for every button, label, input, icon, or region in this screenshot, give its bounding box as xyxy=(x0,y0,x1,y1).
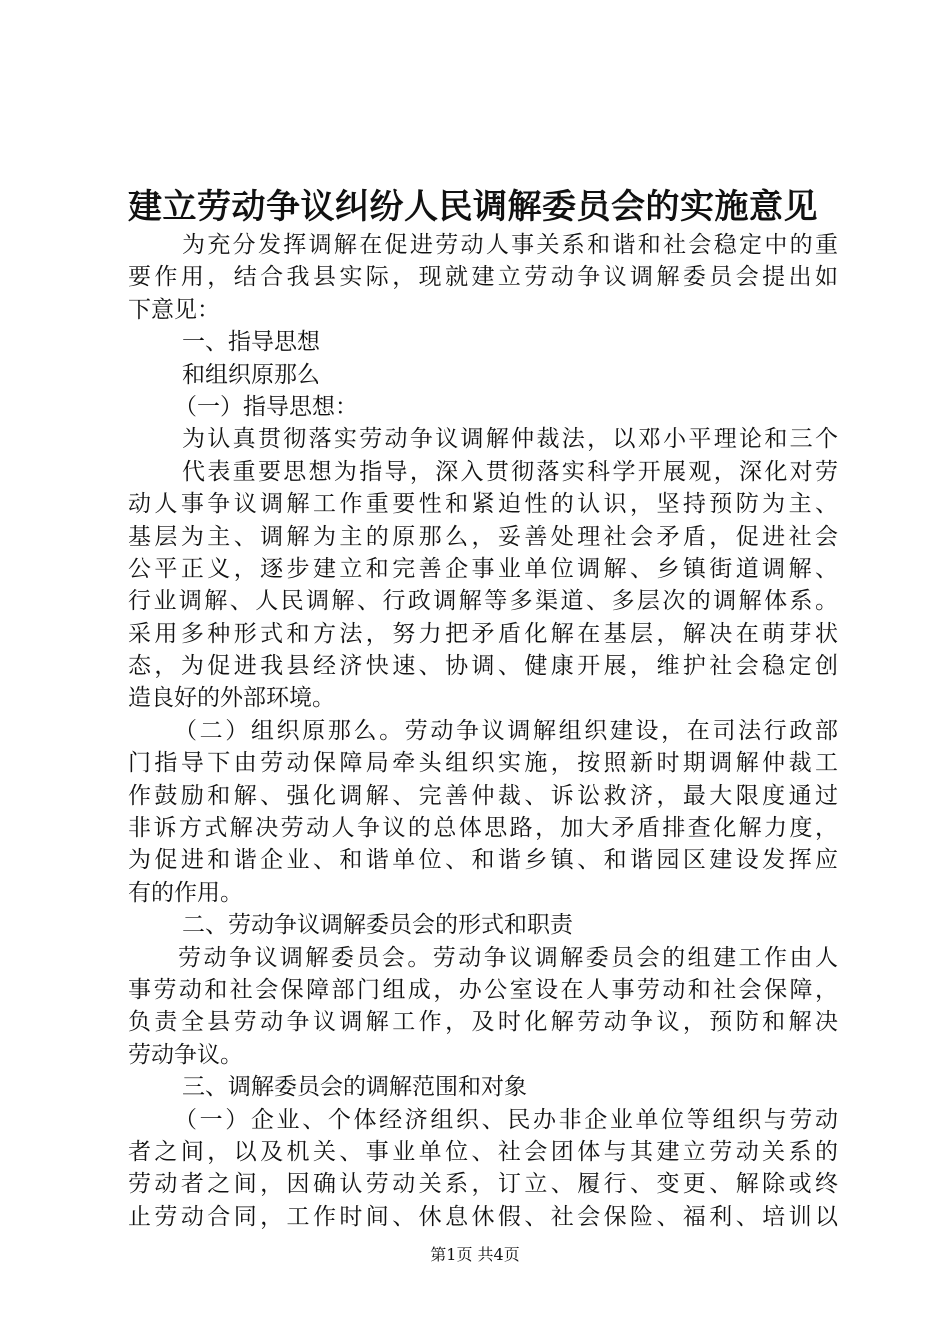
paragraph-line: 作鼓励和解、强化调解、完善仲裁、诉讼救济，最大限度通过 xyxy=(128,782,838,809)
paragraph-line: （二）组织原那么。劳动争议调解组织建设，在司法行政部 xyxy=(174,717,838,744)
paragraph-line: 要作用，结合我县实际，现就建立劳动争议调解委员会提出如 xyxy=(128,264,838,291)
paragraph-line: 者之间，以及机关、事业单位、社会团体与其建立劳动关系的 xyxy=(128,1138,838,1165)
paragraph-line: 采用多种形式和方法，努力把矛盾化解在基层，解决在萌芽状 xyxy=(128,620,838,647)
paragraph-line: 事劳动和社会保障部门组成，办公室设在人事劳动和社会保障， xyxy=(128,976,838,1003)
document-body xyxy=(128,229,838,1233)
subsection-heading: （一）指导思想： xyxy=(174,393,358,420)
paragraph-line: 行业调解、人民调解、行政调解等多渠道、多层次的调解体系。 xyxy=(128,588,838,615)
paragraph-line: 基层为主、调解为主的原那么，妥善处理社会矛盾，促进社会 xyxy=(128,523,838,550)
section-heading: 三、调解委员会的调解范围和对象 xyxy=(182,1074,527,1101)
paragraph-line: 下意见： xyxy=(128,296,220,323)
paragraph-line: 劳动者之间，因确认劳动关系，订立、履行、变更、解除或终 xyxy=(128,1171,838,1198)
paragraph-line: 造良好的外部环境。 xyxy=(128,685,335,712)
section-heading: 和组织原那么 xyxy=(182,361,320,388)
paragraph-line: 为充分发挥调解在促进劳动人事关系和谐和社会稳定中的重 xyxy=(182,232,838,258)
paragraph-line: 动人事争议调解工作重要性和紧迫性的认识，坚持预防为主、 xyxy=(128,491,838,518)
section-heading: 二、劳动争议调解委员会的形式和职责 xyxy=(182,912,573,939)
paragraph-line: 非诉方式解决劳动人争议的总体思路，加大矛盾排查化解力度， xyxy=(128,815,838,842)
paragraph-line: 负责全县劳动争议调解工作，及时化解劳动争议，预防和解决 xyxy=(128,1009,838,1036)
paragraph-line: 代表重要思想为指导，深入贯彻落实科学开展观，深化对劳 xyxy=(182,458,838,485)
paragraph-line: 门指导下由劳动保障局牵头组织实施，按照新时期调解仲裁工 xyxy=(128,750,838,777)
section-heading: 一、指导思想 xyxy=(182,329,320,356)
page-number-footer: 第1页 共4页 xyxy=(430,1245,520,1264)
paragraph-line: 劳动争议。 xyxy=(128,1041,243,1068)
paragraph-line: 公平正义，逐步建立和完善企事业单位调解、乡镇街道调解、 xyxy=(128,555,838,582)
paragraph-line: 止劳动合同，工作时间、休息休假、社会保险、福利、培训以 xyxy=(128,1203,838,1230)
document-title: 建立劳动争议纠纷人民调解委员会的实施意见 xyxy=(128,187,818,227)
paragraph-line: 态，为促进我县经济快速、协调、健康开展，维护社会稳定创 xyxy=(128,653,838,680)
paragraph-line: 为认真贯彻落实劳动争议调解仲裁法，以邓小平理论和三个 xyxy=(182,426,838,453)
paragraph-line: 有的作用。 xyxy=(128,879,243,906)
paragraph-line: 劳动争议调解委员会。劳动争议调解委员会的组建工作由人 xyxy=(178,944,838,971)
paragraph-line: 为促进和谐企业、和谐单位、和谐乡镇、和谐园区建设发挥应 xyxy=(128,847,838,874)
paragraph-line: （一）企业、个体经济组织、民办非企业单位等组织与劳动 xyxy=(174,1106,838,1133)
